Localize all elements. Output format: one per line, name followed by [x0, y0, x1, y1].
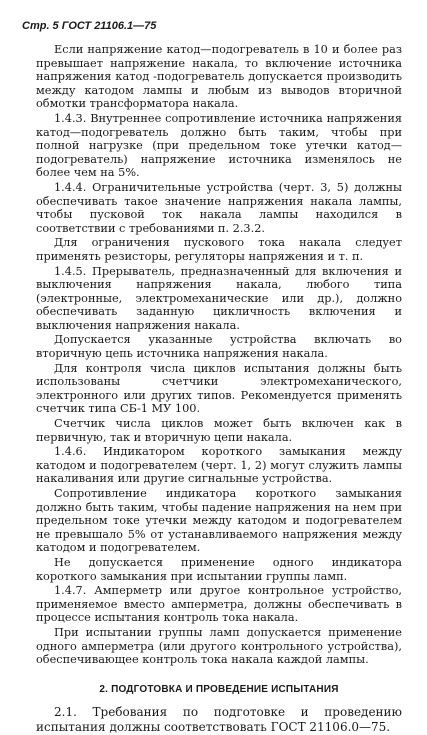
paragraph-1-4-5: 1.4.5. Прерыватель, предназначенный для включения и выключения напряжения накала, любого типа (электронные, электромеханические или др.), должно обеспечивать заданную цикличность включения и выключения напряжения накала. [36, 264, 402, 332]
paragraph-group-testing: При испытании группы ламп допускается применение одного амперметра (или другого контрольного устройства), обеспечивающее контроль тока накала каждой лампы. [36, 625, 402, 667]
paragraph-1-4-6: 1.4.6. Индикатором короткого замыкания между катодом и подогревателем (черт. 1, 2) могут служить лампы накаливания или другие сигнальные устройства. [36, 445, 402, 486]
section-title: 2. ПОДГОТОВКА И ПРОВЕДЕНИЕ ИСПЫТАНИЯ [99, 683, 339, 695]
paragraph-single-indicator: Не допускается применение одного индикатора короткого замыкания при испытании группы ламп. [36, 555, 402, 583]
paragraph-cathode-voltage: Если напряжение катод—подогреватель в 10 и более раз превышает напряжение накала, то включение источника напряжения катод -подогреватель допускается производить между катодом лампы и любым из выводов вторичной обмотки трансформатора накала. [36, 43, 402, 111]
page-header: Стр. 5 ГОСТ 21106.1—75 [22, 20, 157, 32]
paragraph-1-4-4: 1.4.4. Ограничительные устройства (черт. 3, 5) должны обеспечивать такое значение напряжения накала лампы, чтобы пусковой ток накала лампы находился в соответствии с требованиями п. 2.3.2. [36, 180, 402, 235]
paragraph-1-4-3: 1.4.3. Внутреннее сопротивление источника напряжения катод—подогреватель должно быть таким, чтобы при полной нагрузке (при предельном токе утечки катод—подогреватель) напряжение источника изменялось не более чем на 5%. [36, 111, 402, 180]
paragraph-secondary-circuit: Допускается указанные устройства включать во вторичную цепь источника напряжения накала. [36, 333, 402, 361]
paragraph-cycle-counters: Для контроля числа циклов испытания должны быть использованы счетчики электромеханического, электронного или других типов. Рекомендуется применять счетчик типа СБ-1 МУ 100. [36, 361, 402, 416]
paragraph-2-1: 2.1. Требования по подготовке и проведению испытания должны соответствовать ГОСТ 21106.0—75. [36, 705, 402, 734]
paragraph-1-4-7: 1.4.7. Амперметр или другое контрольное устройство, применяемое вместо амперметра, должны обеспечивать в процессе испытания контроль тока накала. [36, 584, 402, 625]
paragraph-counter-connection: Счетчик числа циклов может быть включен как в первичную, так и вторичную цепи накала. [36, 417, 402, 444]
paragraph-starting-current: Для ограничения пускового тока накала следует применять резисторы, регуляторы напряжения и т. п. [36, 236, 402, 263]
paragraph-indicator-resistance: Сопротивление индикатора короткого замыкания должно быть таким, чтобы падение напряжения на нем при предельном токе утечки между катодом и подогревателем не превышало 5% от устанавливаемого напряжения между катодом и подогревателем. [36, 487, 402, 555]
document-body [36, 43, 402, 735]
